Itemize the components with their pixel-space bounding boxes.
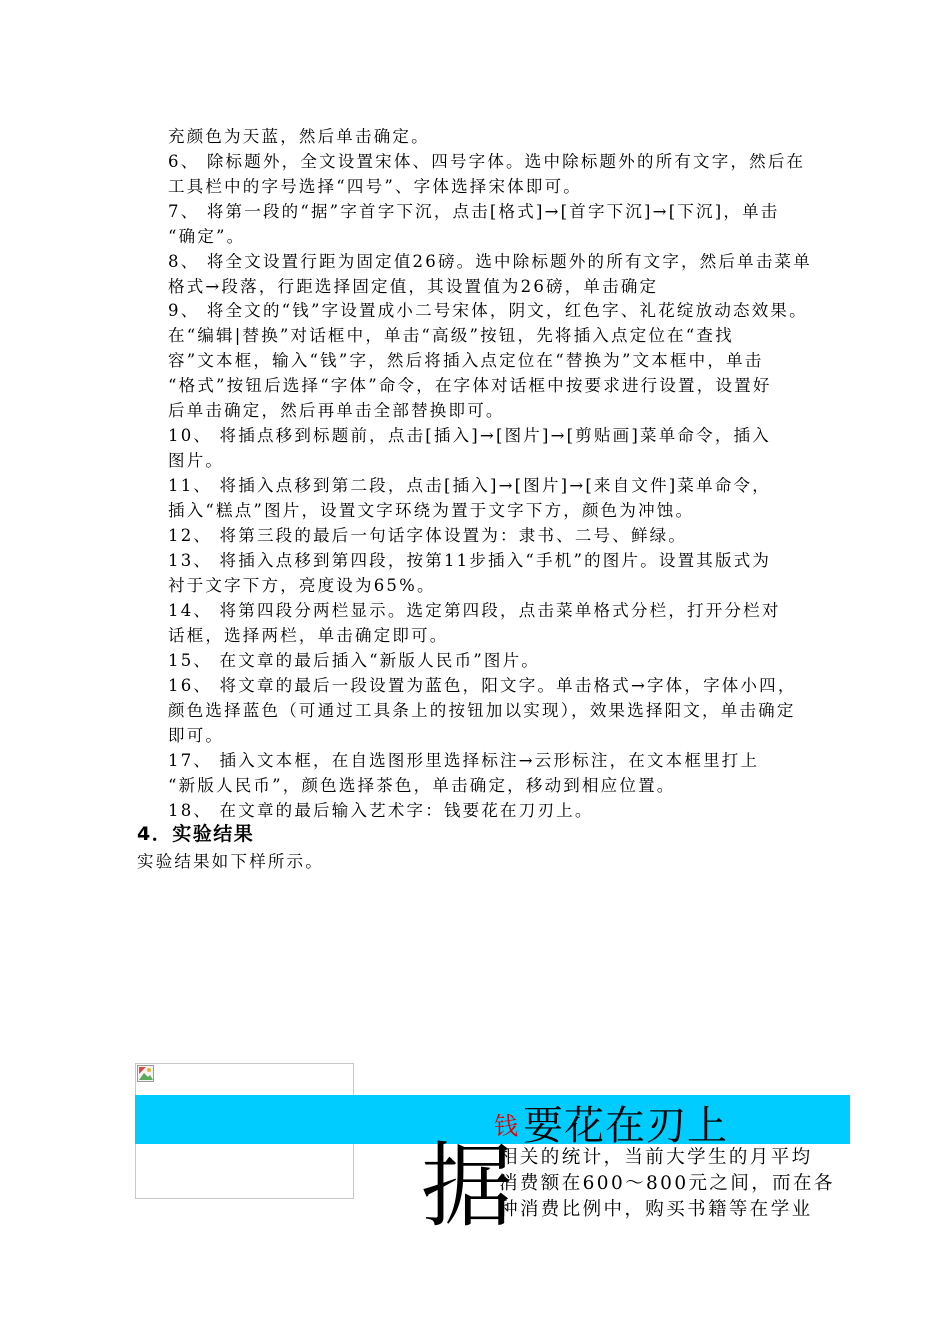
step-line: 13、 将插入点移到第四段，按第11步插入“手机”的图片。设置其版式为 bbox=[168, 551, 772, 570]
article-line: 消费额在600～800元之间，而在各 bbox=[499, 1173, 835, 1194]
step-line: 插入“糕点”图片，设置文字环绕为置于文字下方，颜色为冲蚀。 bbox=[168, 501, 695, 520]
step-line: 6、 除标题外，全文设置宋体、四号字体。选中除标题外的所有文字，然后在 bbox=[168, 152, 806, 171]
step-line: 16、 将文章的最后一段设置为蓝色，阳文字。单击格式→字体，字体小四， bbox=[168, 676, 797, 695]
step-line: 图片。 bbox=[168, 451, 225, 470]
step-line: 11、 将插入点移到第二段，点击[插入]→[图片]→[来自文件]菜单命令， bbox=[168, 476, 771, 495]
article-line: 相关的统计，当前大学生的月平均 bbox=[499, 1147, 813, 1168]
step-line: 15、 在文章的最后插入“新版人民币”图片。 bbox=[168, 651, 541, 670]
section-heading: 4．实验结果 bbox=[137, 823, 255, 845]
step-line: 颜色选择蓝色（可通过工具条上的按钮加以实现），效果选择阳文，单击确定 bbox=[168, 701, 796, 720]
step-line: 衬于文字下方，亮度设为65%。 bbox=[168, 576, 436, 595]
step-line: 8、 将全文设置行距为固定值26磅。选中除标题外的所有文字，然后单击菜单 bbox=[168, 252, 812, 271]
article-line: 种消费比例中，购买书籍等在学业 bbox=[499, 1199, 813, 1220]
step-line: 18、 在文章的最后输入艺术字：钱要花在刀刃上。 bbox=[168, 801, 594, 820]
step-line: 容”文本框，输入“钱”字，然后将插入点定位在“替换为”文本框中，单击 bbox=[168, 351, 764, 370]
step-line: 充颜色为天蓝，然后单击确定。 bbox=[168, 127, 430, 146]
step-line: 9、 将全文的“钱”字设置成小二号宋体，阴文，红色字、礼花绽放动态效果。 bbox=[168, 301, 808, 320]
step-line: 在“编辑|替换”对话框中，单击“高级”按钮，先将插入点定位在“查找 bbox=[168, 326, 734, 345]
step-line: 14、 将第四段分两栏显示。选定第四段，点击菜单格式分栏，打开分栏对 bbox=[168, 601, 781, 620]
step-line: “确定”。 bbox=[168, 227, 246, 246]
step-line: 后单击确定，然后再单击全部替换即可。 bbox=[168, 401, 505, 420]
wordart-title-first-char: 钱 bbox=[494, 1112, 518, 1140]
step-line: 工具栏中的字号选择“四号”、字体选择宋体即可。 bbox=[168, 177, 582, 196]
step-line: 12、 将第三段的最后一句话字体设置为：隶书、二号、鲜绿。 bbox=[168, 526, 688, 545]
step-line: 即可。 bbox=[168, 726, 225, 745]
step-line: 17、 插入文本框，在自选图形里选择标注→云形标注，在文本框里打上 bbox=[168, 751, 760, 770]
step-line: 话框，选择两栏，单击确定即可。 bbox=[168, 626, 449, 645]
wordart-title: 要花在刃上 bbox=[523, 1103, 728, 1149]
step-line: 10、 将插点移到标题前，点击[插入]→[图片]→[剪贴画]菜单命令，插入 bbox=[168, 426, 771, 445]
section-text: 实验结果如下样所示。 bbox=[137, 852, 324, 871]
step-line: 格式→段落，行距选择固定值，其设置值为26磅，单击确定 bbox=[168, 277, 659, 296]
step-line: “新版人民币”，颜色选择茶色，单击确定，移动到相应位置。 bbox=[168, 776, 676, 795]
step-line: 7、 将第一段的“据”字首字下沉，点击[格式]→[首字下沉]→[下沉]，单击 bbox=[168, 202, 780, 221]
dropcap-letter: 据 bbox=[421, 1133, 514, 1240]
broken-image-icon bbox=[137, 1065, 155, 1083]
step-line: “格式”按钮后选择“字体”命令，在字体对话框中按要求进行设置，设置好 bbox=[168, 376, 772, 395]
